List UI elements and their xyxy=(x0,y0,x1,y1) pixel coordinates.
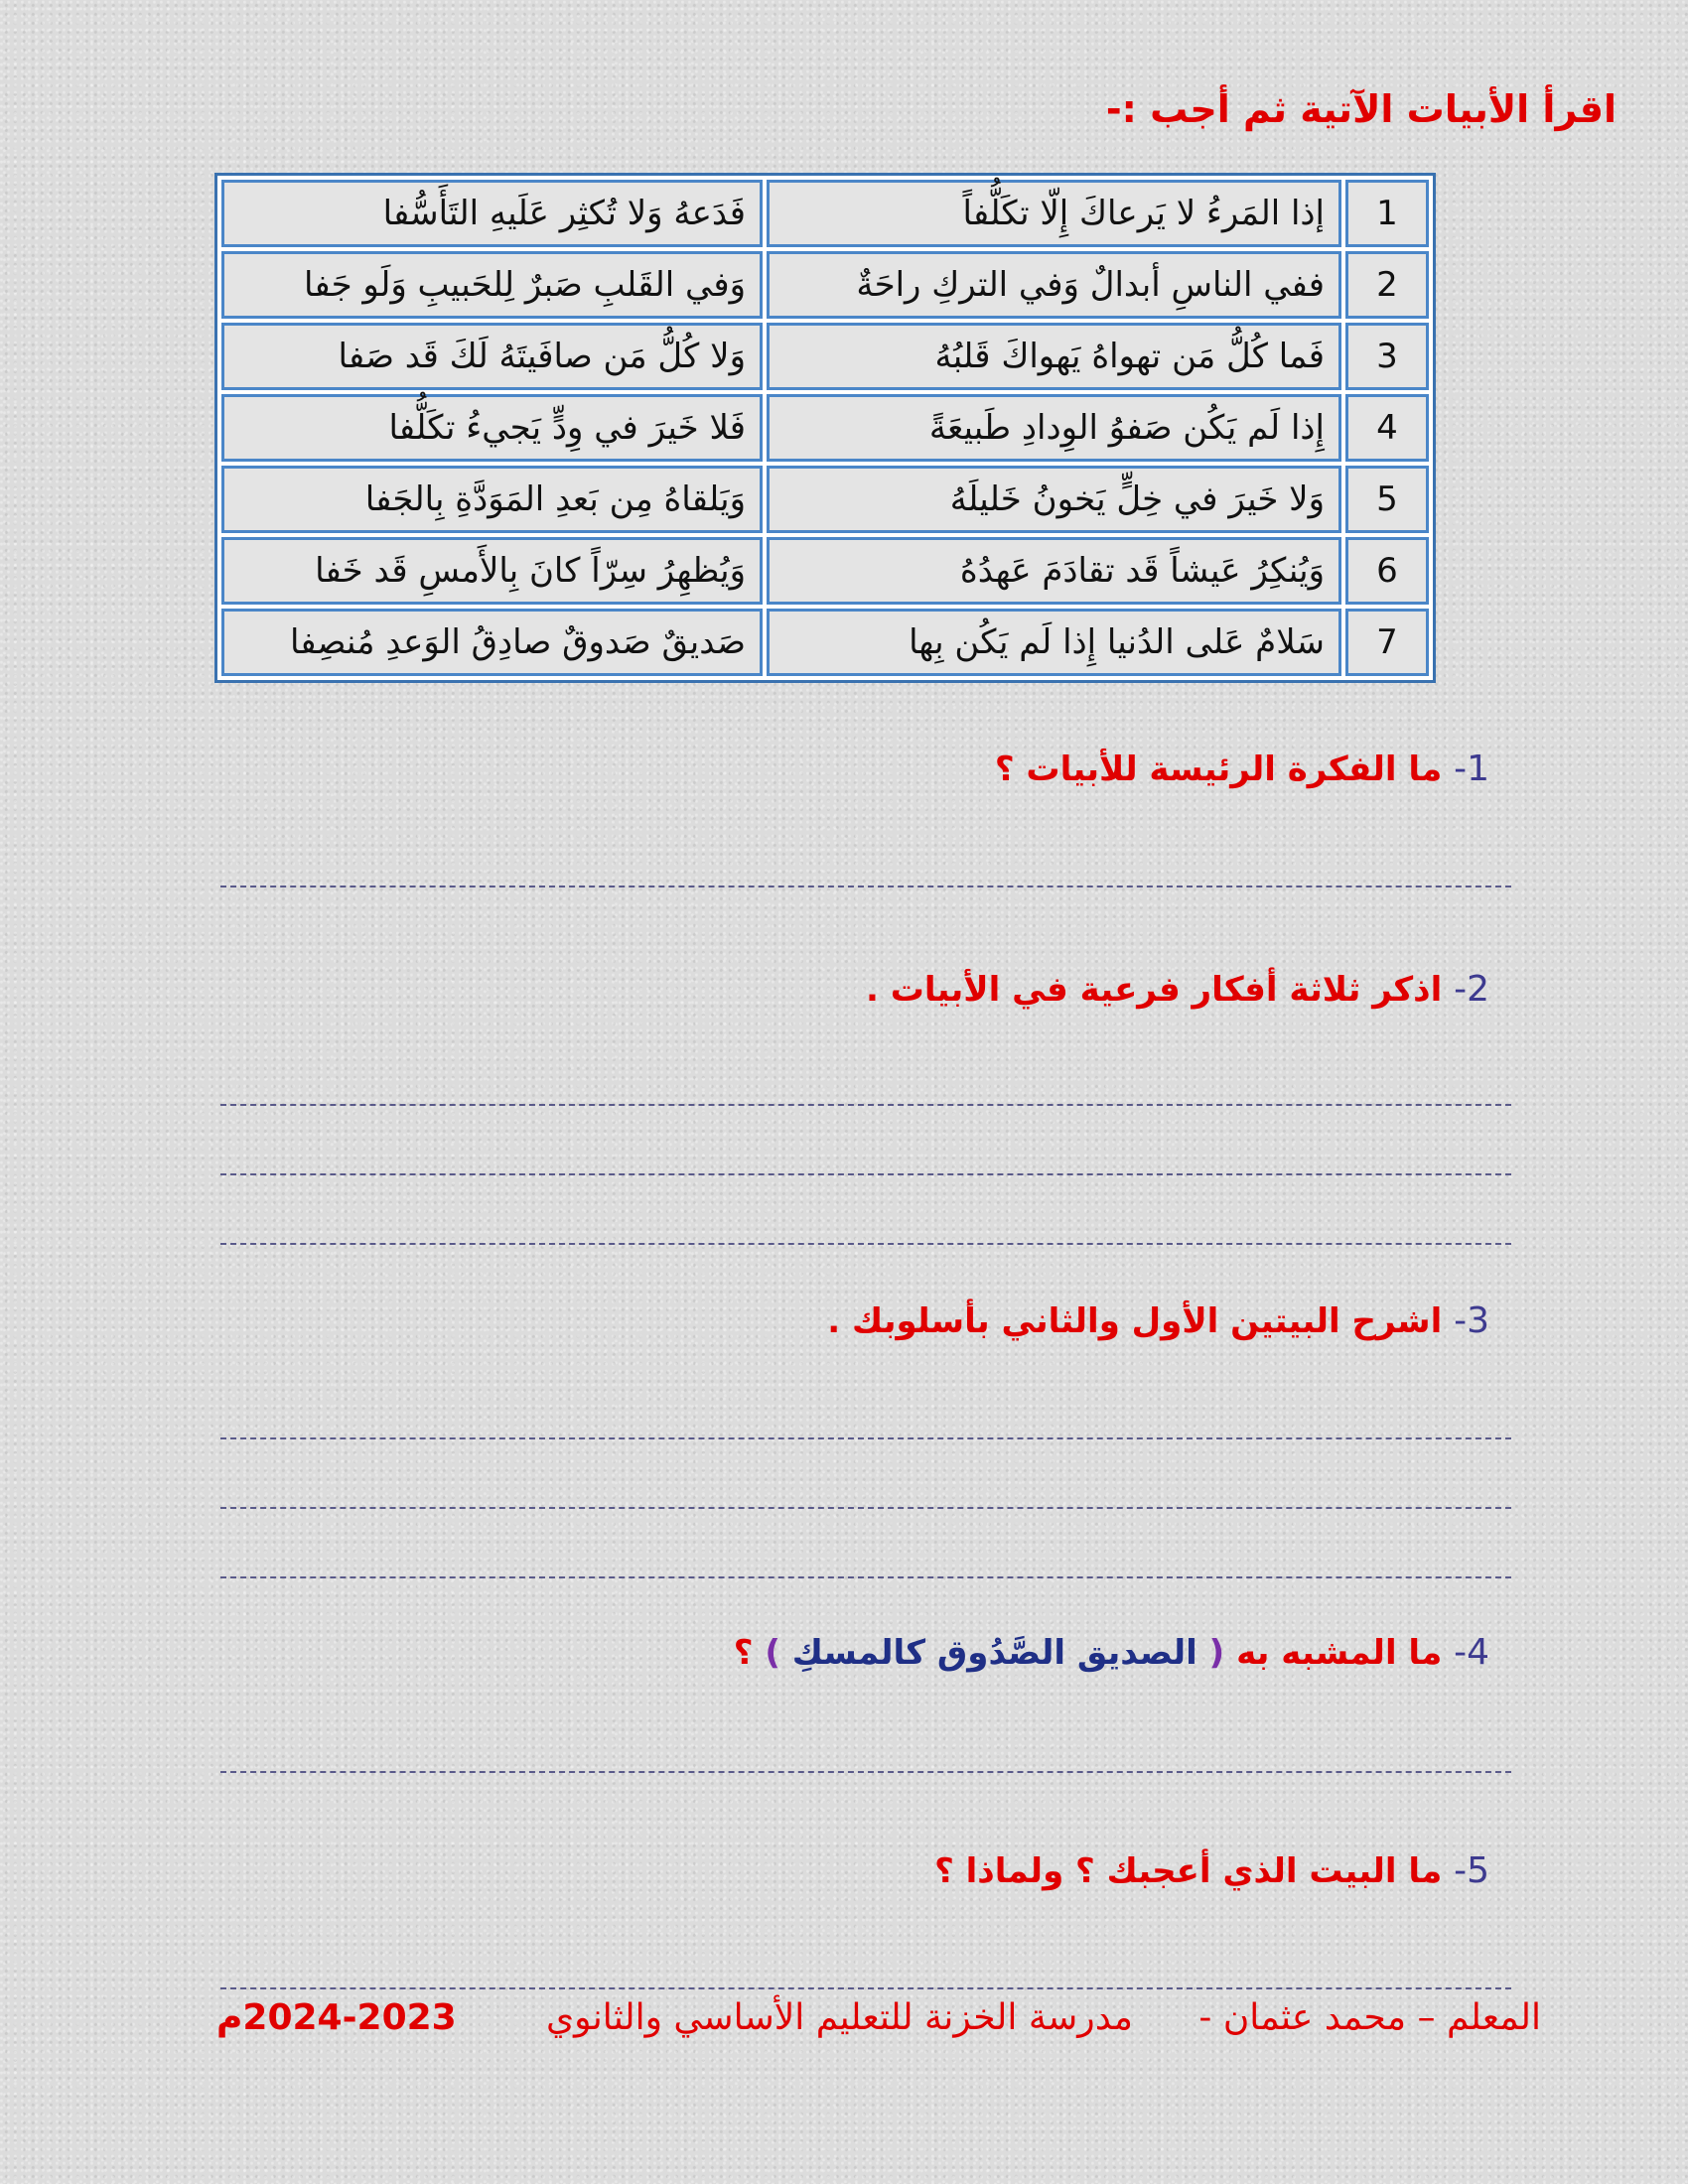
poem-row xyxy=(221,537,1429,605)
verse-first-hemistich: وَيُنكِرُ عَيشاً قَد تقادَمَ عَهدُهُ xyxy=(767,537,1341,605)
question-number: 2- xyxy=(1454,969,1489,1010)
poem-row xyxy=(221,466,1429,533)
poem-row xyxy=(221,323,1429,390)
question-number: 5- xyxy=(1454,1850,1489,1891)
question-text: ما المشبه به xyxy=(1236,1633,1443,1673)
answer-line[interactable] xyxy=(220,1173,1511,1175)
question-1 xyxy=(995,749,1489,789)
simile-phrase: الصديق الصَّدُوق كالمسكِ xyxy=(791,1633,1197,1673)
verse-second-hemistich: وَلا كُلُّ مَن صافَيتَهُ لَكَ قَد صَفا xyxy=(221,323,763,390)
question-5 xyxy=(934,1850,1489,1891)
verse-second-hemistich: وَيُظهِرُ سِرّاً كانَ بِالأَمسِ قَد خَفا xyxy=(221,537,763,605)
instruction-heading: اقرأ الأبيات الآتية ثم أجب :- xyxy=(1105,87,1617,131)
verse-first-hemistich: وَلا خَيرَ في خِلٍّ يَخونُ خَليلَهُ xyxy=(767,466,1341,533)
verse-second-hemistich: وَيَلقاهُ مِن بَعدِ المَوَدَّةِ بِالجَفا xyxy=(221,466,763,533)
verse-number: 6 xyxy=(1345,537,1429,605)
verse-first-hemistich: إذا المَرءُ لا يَرعاكَ إِلّا تكَلُّفاً xyxy=(767,180,1341,247)
question-mark: ؟ xyxy=(733,1633,754,1673)
close-bracket: ) xyxy=(765,1633,780,1673)
poem-row xyxy=(221,609,1429,676)
footer-year: 2024-2023م xyxy=(216,1997,457,2038)
poem-row xyxy=(221,180,1429,247)
answer-line[interactable] xyxy=(220,886,1511,887)
question-3 xyxy=(827,1300,1489,1341)
question-2 xyxy=(866,969,1489,1010)
question-number: 4- xyxy=(1454,1632,1489,1673)
question-text: اذكر ثلاثة أفكار فرعية في الأبيات . xyxy=(865,970,1443,1010)
question-4 xyxy=(734,1632,1489,1673)
question-text: اشرح البيتين الأول والثاني بأسلوبك . xyxy=(827,1301,1443,1341)
answer-line[interactable] xyxy=(220,1987,1511,1989)
poem-table xyxy=(214,173,1436,683)
open-bracket: ( xyxy=(1208,1633,1225,1673)
verse-second-hemistich: صَديقٌ صَدوقٌ صادِقُ الوَعدِ مُنصِفا xyxy=(221,609,763,676)
answer-line[interactable] xyxy=(220,1771,1511,1773)
poem-row xyxy=(221,251,1429,319)
verse-second-hemistich: وَفي القَلبِ صَبرٌ لِلحَبيبِ وَلَو جَفا xyxy=(221,251,763,319)
verse-first-hemistich: ففي الناسِ أبدالٌ وَفي التركِ راحَةٌ xyxy=(767,251,1341,319)
verse-number: 7 xyxy=(1345,609,1429,676)
answer-line[interactable] xyxy=(220,1104,1511,1106)
verse-second-hemistich: فَلا خَيرَ في وِدٍّ يَجيءُ تكَلُّفا xyxy=(221,394,763,462)
question-text: ما الفكرة الرئيسة للأبيات ؟ xyxy=(994,750,1443,789)
verse-number: 5 xyxy=(1345,466,1429,533)
verse-first-hemistich: فَما كُلُّ مَن تهواهُ يَهواكَ قَلبُهُ xyxy=(767,323,1341,390)
verse-first-hemistich: سَلامٌ عَلى الدُنيا إِذا لَم يَكُن بِها xyxy=(767,609,1341,676)
verse-first-hemistich: إِذا لَم يَكُن صَفوُ الوِدادِ طَبيعَةً xyxy=(767,394,1341,462)
answer-line[interactable] xyxy=(220,1243,1511,1245)
footer-teacher: المعلم – محمد عثمان - xyxy=(1198,1997,1541,2038)
verse-number: 3 xyxy=(1345,323,1429,390)
answer-line[interactable] xyxy=(220,1576,1511,1578)
verse-number: 1 xyxy=(1345,180,1429,247)
poem-table-body xyxy=(221,180,1429,676)
answer-line[interactable] xyxy=(220,1507,1511,1509)
poem-row xyxy=(221,394,1429,462)
verse-number: 2 xyxy=(1345,251,1429,319)
question-number: 3- xyxy=(1454,1300,1489,1341)
question-text: ما البيت الذي أعجبك ؟ ولماذا ؟ xyxy=(934,1851,1443,1891)
answer-line[interactable] xyxy=(220,1437,1511,1439)
verse-second-hemistich: فَدَعهُ وَلا تُكثِر عَلَيهِ التَأَسُّفا xyxy=(221,180,763,247)
verse-number: 4 xyxy=(1345,394,1429,462)
footer-school: مدرسة الخزنة للتعليم الأساسي والثانوي xyxy=(546,1997,1133,2038)
question-number: 1- xyxy=(1454,749,1489,789)
